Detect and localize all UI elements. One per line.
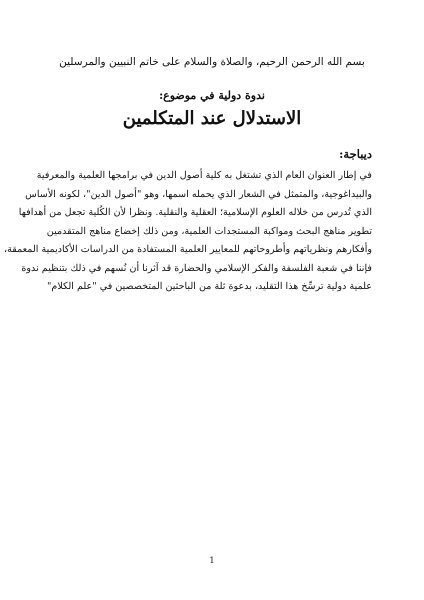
body-line-4: تطوير مناهج البحث ومواكبة المستجدات العلمية، ومن ذلك إخضاع مناهج المتقدمين (46, 225, 372, 237)
body-line-6: فإننا في شعبة الفلسفة والفكر الإسلامي والحضارة قد آثرنا أن نُسهم في ذلك بتنظيم ندوة (21, 262, 372, 274)
body-paragraph (4, 167, 372, 297)
section-heading: ديباجة: (339, 147, 372, 161)
body-line-3: الذي تُدرس من خلاله العلوم الإسلامية؛ العقلية والنقلية. ونظرا لأن الكُلية تجعل من أهدافها (18, 207, 372, 218)
basmala: بسم الله الرحمن الرحيم، والصلاة والسلام على خاتم النبيين والمرسلين (59, 56, 365, 68)
body-line-1: في إطار العنوان العام الذي تشتغل به كلية أصول الدين في برامجها العلمية والمعرفية (36, 170, 372, 181)
page-number: 1 (209, 556, 215, 566)
event-type-line: ندوة دولية في موضوع: (159, 89, 265, 102)
body-line-5: وأفكارهم ونظرياتهم وأطروحاتهم للمعايير العلمية المستفادة من الدراسات الأكاديمية المعمقة، (4, 244, 372, 255)
body-line-2: والبيداغوجية، والمتمثل في الشعار الذي يحمله اسمها، وهو "أصول الدين"، لكونه الأساس (25, 188, 372, 200)
body-line-7: علمية دولية ترسِّخ هذا التقليد، بدعوة ثلة من الباحثين المتخصصين في "علم الكلام" (46, 281, 372, 292)
document-title: الاستدلال عند المتكلمين (122, 108, 302, 129)
